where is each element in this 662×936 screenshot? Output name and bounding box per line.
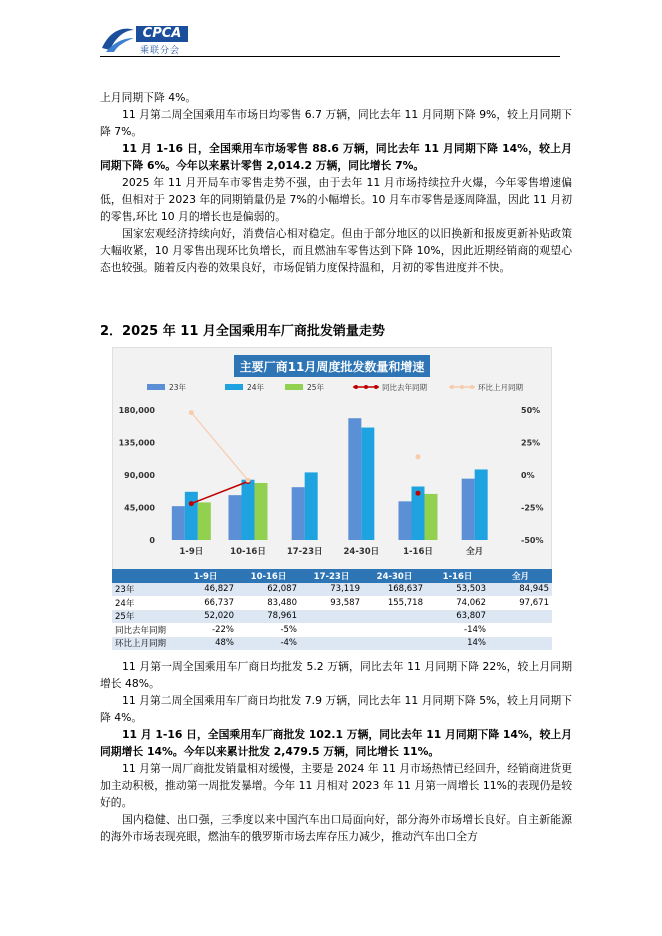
top-text-block bbox=[100, 89, 572, 276]
table-cell: 97,671 bbox=[489, 596, 552, 610]
table-header-cell: 1-9日 bbox=[174, 569, 237, 583]
chart-svg bbox=[113, 348, 551, 570]
table-header-cell: 24-30日 bbox=[363, 569, 426, 583]
x-tick-label: 10-16日 bbox=[230, 547, 266, 557]
legend-marker bbox=[470, 385, 474, 389]
table-cell: 25年 bbox=[112, 610, 174, 624]
bar bbox=[242, 480, 255, 540]
x-tick-label: 全月 bbox=[466, 547, 484, 557]
table-cell: 14% bbox=[426, 637, 489, 651]
legend-marker bbox=[374, 385, 378, 389]
page-header bbox=[100, 22, 560, 58]
bar bbox=[399, 501, 412, 540]
table-cell: 74,062 bbox=[426, 596, 489, 610]
table-cell: 168,637 bbox=[363, 583, 426, 597]
legend-marker bbox=[364, 385, 368, 389]
bar bbox=[348, 418, 361, 540]
table-header-cell: 全月 bbox=[489, 569, 552, 583]
bar bbox=[229, 495, 242, 540]
table-cell: 环比上月同期 bbox=[112, 637, 174, 651]
table-cell: 78,961 bbox=[237, 610, 300, 624]
paragraph: 11 月第二周全国乘用车市场日均零售 6.7 万辆，同比去年 11 月同期下降 9%，较上月同期下降 7%。 bbox=[100, 108, 572, 138]
legend-swatch bbox=[225, 384, 243, 390]
bar bbox=[185, 492, 198, 540]
legend-label: 同比去年同期 bbox=[382, 383, 427, 392]
table-header-cell bbox=[112, 569, 174, 583]
bar bbox=[255, 483, 268, 540]
table-cell bbox=[489, 623, 552, 637]
legend-label: 24年 bbox=[247, 383, 265, 392]
table-cell: 48% bbox=[174, 637, 237, 651]
bar bbox=[462, 479, 475, 540]
paragraph-bold: 11 月 1-16 日，全国乘用车市场零售 88.6 万辆，同比去年 11 月同期下降 14%，较上月同期下降 6%。今年以来累计零售 2,014.2 万辆，同比增长 7%。 bbox=[100, 142, 572, 172]
paragraph: 国内稳健、出口强，三季度以来中国汽车出口局面向好，部分海外市场增长良好。自主新能源的海外市场表现亮眼，燃油车的俄罗斯市场去库存压力减少，推动汽车出口全方 bbox=[100, 813, 572, 843]
x-tick-label: 1-16日 bbox=[403, 547, 433, 557]
table-cell: 23年 bbox=[112, 583, 174, 597]
y-right-tick-label: -25% bbox=[521, 503, 544, 513]
header-rule bbox=[100, 56, 560, 57]
bar bbox=[475, 469, 488, 540]
y-right-tick-label: 25% bbox=[521, 438, 541, 448]
x-tick-label: 1-9日 bbox=[179, 547, 204, 557]
table-row bbox=[112, 610, 552, 624]
y-left-tick-label: 135,000 bbox=[118, 438, 155, 448]
logo-subtitle: 乘联分会 bbox=[140, 46, 181, 56]
table-header-row bbox=[112, 569, 552, 583]
table-cell: -22% bbox=[174, 623, 237, 637]
wholesale-chart bbox=[112, 347, 552, 571]
y-left-tick-label: 180,000 bbox=[118, 406, 155, 415]
paragraph: 11 月第一周全国乘用车厂商日均批发 5.2 万辆，同比去年 11 月同期下降 22%，较上月同期增长 48%。 bbox=[100, 660, 572, 690]
table-row bbox=[112, 596, 552, 610]
table-cell: 155,718 bbox=[363, 596, 426, 610]
y-right-tick-label: 0% bbox=[521, 471, 535, 480]
table-cell: -4% bbox=[237, 637, 300, 651]
table-cell: 46,827 bbox=[174, 583, 237, 597]
paragraph: 上月同期下降 4%。 bbox=[100, 91, 197, 104]
table-cell bbox=[300, 623, 363, 637]
table-row bbox=[112, 623, 552, 637]
bar bbox=[292, 487, 305, 540]
table-header-cell: 17-23日 bbox=[300, 569, 363, 583]
table-cell: 73,119 bbox=[300, 583, 363, 597]
paragraph-bold: 11 月 1-16 日，全国乘用车厂商批发 102.1 万辆，同比去年 11 月同期下降 14%，较上月同期增长 14%。今年以来累计批发 2,479.5 万辆，同比增长 11%。 bbox=[100, 728, 572, 758]
legend-marker bbox=[354, 385, 358, 389]
table-cell bbox=[363, 637, 426, 651]
table-header-cell: 10-16日 bbox=[237, 569, 300, 583]
table-cell: 53,503 bbox=[426, 583, 489, 597]
table-cell: 24年 bbox=[112, 596, 174, 610]
y-left-tick-label: 45,000 bbox=[124, 503, 155, 513]
bar bbox=[198, 502, 211, 540]
data-table bbox=[112, 569, 552, 650]
logo-swoosh-icon bbox=[100, 24, 136, 54]
table-cell bbox=[300, 610, 363, 624]
chart-title: 主要厂商11月周度批发数量和增速 bbox=[239, 360, 425, 374]
table-cell bbox=[489, 610, 552, 624]
table-cell bbox=[300, 637, 363, 651]
line-point bbox=[416, 454, 421, 459]
table-row bbox=[112, 583, 552, 597]
line-point bbox=[189, 410, 194, 415]
bar bbox=[172, 506, 185, 540]
paragraph: 2025 年 11 月开局车市零售走势不强，由于去年 11 月市场持续拉升火爆，今年零售增速偏低，但相对于 2023 年的同期销量仍是 7%的小幅增长。10 月车市零售是逐周降温，因此 11 月初的零售,环比 10 月的增长也是偏弱的。 bbox=[100, 176, 572, 223]
table-cell: -14% bbox=[426, 623, 489, 637]
section-heading: 2．2025 年 11 月全国乘用车厂商批发销量走势 bbox=[100, 324, 385, 339]
table-cell: -5% bbox=[237, 623, 300, 637]
x-tick-label: 24-30日 bbox=[343, 547, 380, 557]
legend-swatch bbox=[285, 384, 303, 390]
paragraph: 国家宏观经济持续向好，消费信心相对稳定。但由于部分地区的以旧换新和报废更新补贴政策大幅收紧，10 月零售出现环比负增长，而且燃油车零售达到下降 10%，因此近期经销商的观望心态也较强。随着反内卷的效果良好，市场促销力度保持温和，月初的零售进度并不快。 bbox=[100, 227, 572, 274]
legend-swatch bbox=[147, 384, 165, 390]
table-cell: 63,807 bbox=[426, 610, 489, 624]
table-cell: 同比去年同期 bbox=[112, 623, 174, 637]
bar bbox=[425, 494, 438, 540]
series-line bbox=[191, 413, 248, 481]
y-left-tick-label: 90,000 bbox=[124, 471, 155, 480]
table-cell: 93,587 bbox=[300, 596, 363, 610]
legend-label: 25年 bbox=[307, 383, 325, 392]
logo-cpca-text: CPCA bbox=[136, 26, 188, 42]
table-cell: 66,737 bbox=[174, 596, 237, 610]
table-cell bbox=[363, 610, 426, 624]
legend-marker bbox=[460, 385, 464, 389]
cpca-logo bbox=[100, 22, 200, 56]
y-right-tick-label: 50% bbox=[521, 406, 541, 415]
x-tick-label: 17-23日 bbox=[286, 547, 323, 557]
table-cell: 52,020 bbox=[174, 610, 237, 624]
legend-label: 23年 bbox=[169, 383, 187, 392]
paragraph: 11 月第二周全国乘用车厂商日均批发 7.9 万辆，同比去年 11 月同期下降 5%，较上月同期下降 4%。 bbox=[100, 694, 572, 724]
y-right-tick-label: -50% bbox=[521, 536, 544, 545]
table-cell: 62,087 bbox=[237, 583, 300, 597]
line-point bbox=[246, 478, 251, 483]
paragraph: 11 月第一周厂商批发销量相对缓慢，主要是 2024 年 11 月市场热情已经回升，经销商进货更加主动积极，推动第一周批发暴增。今年 11 月相对 2023 年 11 月第一周增长 11%的表现仍是较好的。 bbox=[100, 762, 573, 809]
table-cell: 84,945 bbox=[489, 583, 552, 597]
line-point bbox=[189, 501, 194, 506]
table-cell bbox=[363, 623, 426, 637]
table-row bbox=[112, 637, 552, 651]
bottom-text-block bbox=[100, 658, 572, 845]
line-point bbox=[416, 491, 421, 496]
table-cell bbox=[489, 637, 552, 651]
table-header-cell: 1-16日 bbox=[426, 569, 489, 583]
legend-label: 环比上月同期 bbox=[478, 383, 523, 392]
legend-marker bbox=[450, 385, 454, 389]
bar bbox=[305, 472, 318, 540]
y-left-tick-label: 0 bbox=[149, 536, 155, 545]
bar bbox=[361, 428, 374, 540]
table-cell: 83,480 bbox=[237, 596, 300, 610]
